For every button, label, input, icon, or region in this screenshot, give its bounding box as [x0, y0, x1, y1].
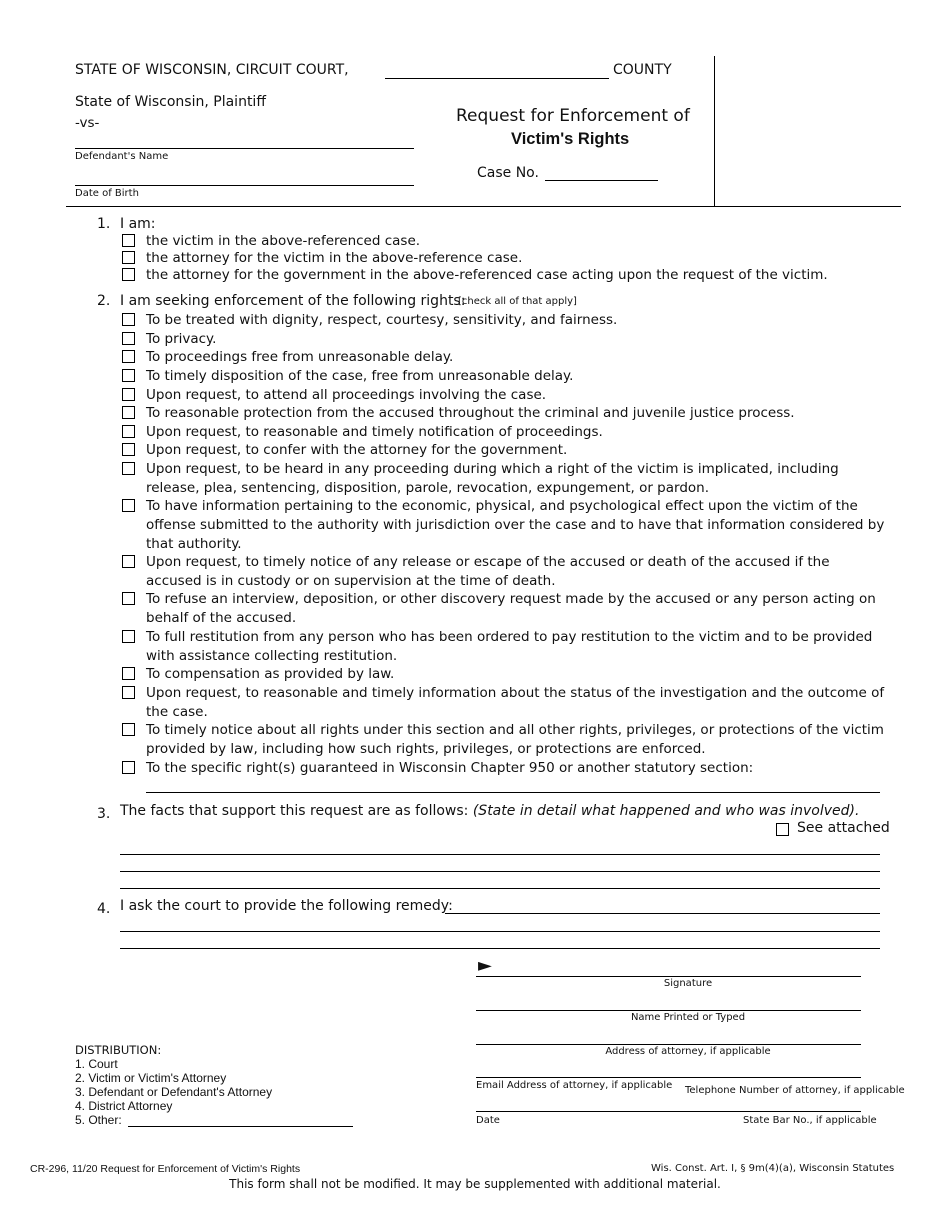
section1-option: the attorney for the government in the above-referenced case acting upon the request of the victim.: [146, 267, 828, 283]
county-label: COUNTY: [613, 62, 672, 78]
right-text: Upon request, to be heard in any proceeding during which a right of the victim is implicated, including: [146, 461, 839, 477]
date-of-birth-field[interactable]: [75, 185, 414, 186]
section1-option: the victim in the above-referenced case.: [146, 233, 421, 249]
date-of-birth-label: Date of Birth: [75, 188, 139, 199]
see-attached-checkbox[interactable]: [776, 823, 789, 836]
court-line: STATE OF WISCONSIN, CIRCUIT COURT,: [75, 62, 349, 78]
vs-text: -vs-: [75, 115, 100, 131]
right-text: To compensation as provided by law.: [146, 666, 395, 682]
right-text: Upon request, to confer with the attorney for the government.: [146, 442, 568, 458]
statute-reference: Wis. Const. Art. I, § 9m(4)(a), Wisconsin Statutes: [651, 1163, 895, 1174]
right-text: Upon request, to reasonable and timely notification of proceedings.: [146, 424, 603, 440]
right-text: with assistance collecting restitution.: [146, 648, 398, 664]
section2-hint: [check all of that apply]: [458, 296, 577, 307]
section2-label: I am seeking enforcement of the following rights:: [120, 293, 466, 309]
right-text: behalf of the accused.: [146, 610, 297, 626]
right-checkbox[interactable]: [122, 555, 135, 568]
section4-label: I ask the court to provide the following remedy:: [120, 898, 453, 914]
form-title-line2: Victim's Rights: [511, 130, 630, 148]
right-text: To have information pertaining to the economic, physical, and psychological effect upon the victim of the: [146, 498, 858, 514]
right-text: To reasonable protection from the accused throughout the criminal and juvenile justice process.: [146, 405, 795, 421]
section1-option: the attorney for the victim in the above-reference case.: [146, 250, 523, 266]
right-text: accused is in custody or on supervision at the time of death.: [146, 573, 556, 589]
address-field[interactable]: [476, 1044, 861, 1045]
right-checkbox[interactable]: [122, 667, 135, 680]
case-no-label: Case No.: [477, 165, 539, 181]
right-checkbox[interactable]: [122, 406, 135, 419]
right-checkbox[interactable]: [122, 592, 135, 605]
section1-checkbox[interactable]: [122, 234, 135, 247]
right-text: provided by law, including how such rights, privileges, or protections are enforced.: [146, 741, 706, 757]
right-text: Upon request, to timely notice of any release or escape of the accused or death of the accused if the: [146, 554, 830, 570]
right-text: release, plea, sentencing, disposition, parole, revocation, expungement, or pardon.: [146, 480, 710, 496]
section3-number: 3.: [97, 806, 111, 822]
right-text: offense submitted to the authority with jurisdiction over the case and to have that information considered by: [146, 517, 885, 533]
right-checkbox[interactable]: [122, 425, 135, 438]
right-checkbox[interactable]: [122, 462, 135, 475]
right-text: To privacy.: [146, 331, 217, 347]
right-text: To timely disposition of the case, free from unreasonable delay.: [146, 368, 574, 384]
right-text: To proceedings free from unreasonable delay.: [146, 349, 454, 365]
right-checkbox[interactable]: [122, 723, 135, 736]
phone-label: Telephone Number of attorney, if applicable: [685, 1085, 905, 1096]
section3-instructions: (State in detail what happened and who was involved).: [472, 803, 860, 819]
plaintiff-text: State of Wisconsin, Plaintiff: [75, 94, 266, 110]
section2-number: 2.: [97, 293, 111, 309]
remedy-field-line[interactable]: [120, 931, 880, 932]
state-bar-label: State Bar No., if applicable: [743, 1115, 877, 1126]
date-label: Date: [476, 1115, 500, 1126]
right-text: Upon request, to attend all proceedings involving the case.: [146, 387, 547, 403]
right-text: that authority.: [146, 536, 242, 552]
header-bottom-rule: [66, 206, 901, 207]
right-checkbox[interactable]: [122, 443, 135, 456]
email-label: Email Address of attorney, if applicable: [476, 1080, 673, 1091]
footer-notice: This form shall not be modified. It may be supplemented with additional material.: [229, 1177, 721, 1191]
right-checkbox[interactable]: [122, 369, 135, 382]
right-checkbox[interactable]: [122, 332, 135, 345]
date-bar-field[interactable]: [476, 1111, 861, 1112]
signature-label: Signature: [663, 978, 713, 989]
right-checkbox[interactable]: [122, 313, 135, 326]
defendant-name-label: Defendant's Name: [75, 151, 169, 162]
distribution-item: 4. District Attorney: [75, 1099, 173, 1113]
right-text: To be treated with dignity, respect, courtesy, sensitivity, and fairness.: [146, 312, 618, 328]
name-field[interactable]: [476, 1010, 861, 1011]
facts-field-line[interactable]: [120, 871, 880, 872]
name-label: Name Printed or Typed: [630, 1012, 746, 1023]
form-id: CR-296, 11/20 Request for Enforcement of Victim's Rights: [30, 1163, 301, 1175]
right-checkbox[interactable]: [122, 350, 135, 363]
address-label: Address of attorney, if applicable: [605, 1046, 771, 1057]
section3-text: The facts that support this request are as follows:: [120, 803, 469, 819]
right-checkbox[interactable]: [122, 499, 135, 512]
right-checkbox[interactable]: [122, 686, 135, 699]
section4-number: 4.: [97, 901, 111, 917]
see-attached-label: See attached: [797, 820, 890, 836]
right-checkbox[interactable]: [122, 630, 135, 643]
section1-label: I am:: [120, 216, 156, 232]
distribution-item: 2. Victim or Victim's Attorney: [75, 1071, 227, 1085]
case-no-field[interactable]: [545, 180, 658, 181]
distribution-title: DISTRIBUTION:: [75, 1043, 162, 1057]
county-field[interactable]: [385, 78, 609, 79]
right-text: Upon request, to reasonable and timely information about the status of the investigation and the outcome of: [146, 685, 885, 701]
form-title-line1: Request for Enforcement of: [456, 106, 690, 126]
section1-checkbox[interactable]: [122, 251, 135, 264]
facts-field-line[interactable]: [120, 854, 880, 855]
distribution-item: 1. Court: [75, 1057, 118, 1071]
distribution-item: 3. Defendant or Defendant's Attorney: [75, 1085, 273, 1099]
right-checkbox[interactable]: [122, 388, 135, 401]
right-text: the case.: [146, 704, 208, 720]
facts-field-line[interactable]: [120, 888, 880, 889]
right-text: To full restitution from any person who has been ordered to pay restitution to the victim and to be provided: [146, 629, 873, 645]
right-text: To refuse an interview, deposition, or other discovery request made by the accused or any person acting on: [146, 591, 876, 607]
section1-number: 1.: [97, 216, 111, 232]
remedy-field-line[interactable]: [445, 913, 880, 914]
section1-checkbox[interactable]: [122, 268, 135, 281]
remedy-field-line[interactable]: [120, 948, 880, 949]
right-checkbox[interactable]: [122, 761, 135, 774]
distribution-other-field[interactable]: [128, 1126, 353, 1127]
email-phone-field[interactable]: [476, 1077, 861, 1078]
right-text: To timely notice about all rights under this section and all other rights, privileges, or protections of the victim: [146, 722, 884, 738]
signature-field[interactable]: [476, 976, 861, 977]
right-text: To the specific right(s) guaranteed in Wisconsin Chapter 950 or another statutory section:: [146, 760, 754, 776]
section3-label: [120, 803, 859, 819]
specific-right-field[interactable]: [146, 792, 880, 793]
defendant-name-field[interactable]: [75, 148, 414, 149]
distribution-item: 5. Other:: [75, 1113, 122, 1127]
signature-arrow-icon: ►: [478, 955, 492, 976]
header-divider: [714, 56, 715, 206]
